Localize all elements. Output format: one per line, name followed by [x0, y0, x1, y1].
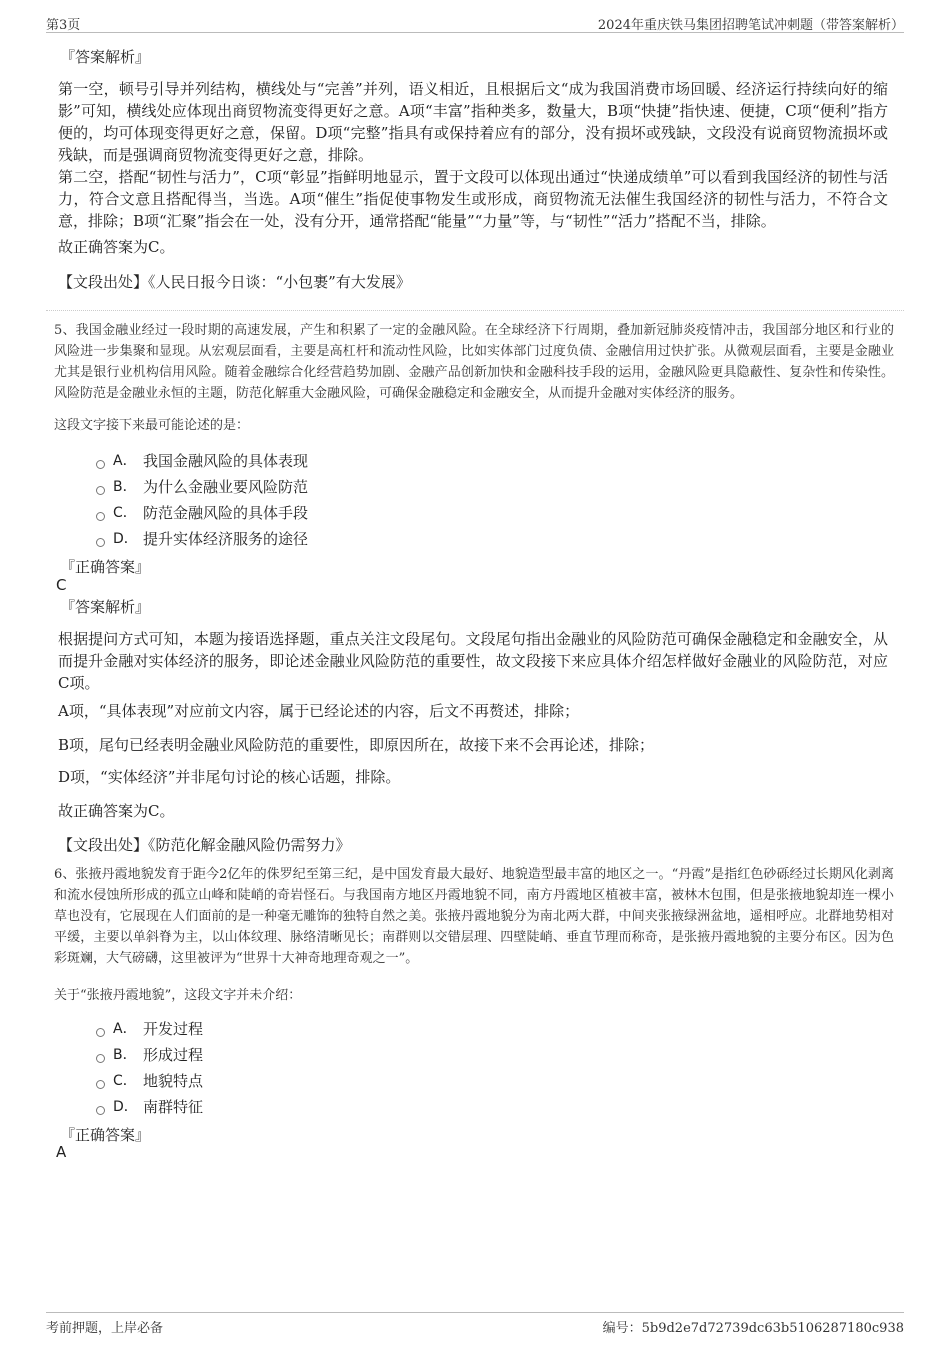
- option-letter: A．: [113, 1021, 137, 1037]
- radio-button-icon[interactable]: [96, 1106, 105, 1115]
- page-number: 第3页: [46, 18, 81, 33]
- q6-answer: A: [56, 1143, 67, 1161]
- radio-button-icon[interactable]: [96, 538, 105, 547]
- option-text: 我国金融风险的具体表现: [143, 451, 309, 470]
- option-text: 地貌特点: [143, 1071, 204, 1090]
- q5-analysis-para-2: A项，“具体表现”对应前文内容，属于已经论述的内容，后文不再赘述，排除；: [58, 702, 580, 720]
- option-letter: D．: [113, 531, 138, 547]
- section-divider: [46, 310, 904, 311]
- page-header: [46, 12, 904, 33]
- page-footer: [46, 1312, 904, 1335]
- q5-analysis-para-3: B项，尾句已经表明金融业风险防范的重要性，即原因所在，故接下来不会再论述，排除；: [58, 736, 655, 754]
- q5-answer: C: [56, 576, 67, 594]
- option-letter: B．: [113, 1047, 137, 1063]
- radio-button-icon[interactable]: [96, 1080, 105, 1089]
- q4-analysis-para-1: 第一空，顿号引导并列结构，横线处与“完善”并列，语义相近，且根据后文“成为我国消费市场回暖、经济运行持续向好的缩影”可知，横线处应体现出商贸物流变得更好之意。A项“丰富”指种类多，数量大，B项“快捷”指快速、便捷，C项“便利”指方便的，均可体现变得更好之意，保留。D项“完整”指具有或保持着应有的部分，没有损坏或残缺，文段没有说商贸物流损坏或残缺，而是强调商贸物流变得更好之意，排除。: [58, 80, 888, 164]
- q6-option-a[interactable]: [96, 1017, 203, 1039]
- document-title: 2024年重庆铁马集团招聘笔试冲刺题（带答案解析）: [597, 18, 904, 33]
- option-letter: C．: [113, 505, 137, 521]
- q5-analysis-label: 『答案解析』: [60, 598, 151, 616]
- option-letter: D．: [113, 1099, 138, 1115]
- option-letter: B．: [113, 479, 137, 495]
- footer-slogan: 考前押题，上岸必备: [46, 1321, 164, 1336]
- radio-button-icon[interactable]: [96, 486, 105, 495]
- q6-option-c[interactable]: [96, 1069, 203, 1091]
- q5-conclusion: 故正确答案为C。: [58, 802, 175, 820]
- q5-option-d[interactable]: [96, 527, 308, 549]
- option-text: 为什么金融业要风险防范: [143, 477, 309, 496]
- q5-answer-label: 『正确答案』: [60, 558, 151, 576]
- option-text: 提升实体经济服务的途径: [143, 529, 309, 548]
- q6-option-b[interactable]: [96, 1043, 203, 1065]
- q4-analysis-label: 『答案解析』: [60, 48, 151, 66]
- radio-button-icon[interactable]: [96, 1054, 105, 1063]
- option-letter: A．: [113, 453, 137, 469]
- option-text: 南群特征: [143, 1097, 204, 1116]
- q5-option-b[interactable]: [96, 475, 308, 497]
- q5-analysis-para-1: 根据提问方式可知，本题为接语选择题，重点关注文段尾句。文段尾句指出金融业的风险防范可确保金融稳定和金融安全，从而提升金融对实体经济的服务，即论述金融业风险防范的重要性，故文段接下来应具体介绍怎样做好金融业的风险防范，对应C项。: [58, 630, 888, 692]
- q6-question-text: 6、张掖丹霞地貌发育于距今2亿年的侏罗纪至第三纪，是中国发育最大最好、地貌造型最丰富的地区之一。“丹霞”是指红色砂砾经过长期风化剥离和流水侵蚀所形成的孤立山峰和陡峭的奇岩怪石。与我国南方地区丹霞地貌不同，南方丹霞地区植被丰富，被林木包围，但是张掖地貌却连一棵小草也没有，它展现在人们面前的是一种毫无雕饰的独特自然之美。张掖丹霞地貌分为南北两大群，中间夹张掖绿洲盆地，遥相呼应。北群地势相对平缓，主要以单斜脊为主，以山体纹理、脉络清晰见长；南群则以交错层理、四壁陡峭、垂直节理而称奇，是张掖丹霞地貌的主要分布区。因为色彩斑斓，大气磅礴，这里被评为“世界十大神奇地理奇观之一”。: [54, 867, 894, 966]
- q4-conclusion: 故正确答案为C。: [58, 238, 175, 256]
- q5-source: 【文段出处】《防范化解金融风险仍需努力》: [58, 836, 351, 854]
- option-letter: C．: [113, 1073, 137, 1089]
- radio-button-icon[interactable]: [96, 460, 105, 469]
- option-text: 防范金融风险的具体手段: [143, 503, 309, 522]
- q5-option-a[interactable]: [96, 449, 308, 471]
- q5-question-text: 5、我国金融业经过一段时期的高速发展，产生和积累了一定的金融风险。在全球经济下行周期，叠加新冠肺炎疫情冲击，我国部分地区和行业的风险进一步集聚和显现。从宏观层面看，主要是高杠杆和流动性风险，比如实体部门过度负债、金融信用过快扩张。从微观层面看，主要是金融业尤其是银行业机构信用风险。随着金融综合化经营趋势加剧、金融产品创新加快和金融科技手段的运用，金融风险更具隐蔽性、复杂性和传染性。风险防范是金融业永恒的主题，防范化解重大金融风险，可确保金融稳定和金融安全，从而提升金融对实体经济的服务。: [54, 323, 894, 401]
- q6-answer-label: 『正确答案』: [60, 1126, 151, 1144]
- document-id: 编号：5b9d2e7d72739dc63b5106287180c938: [602, 1321, 904, 1336]
- q4-analysis-para-2: 第二空，搭配“韧性与活力”，C项“彰显”指鲜明地显示，置于文段可以体现出通过“快递成绩单”可以看到我国经济的韧性与活力，符合文意且搭配得当，当选。A项“催生”指促使事物发生或形成，商贸物流无法催生我国经济的韧性与活力，不符合文意，排除；B项“汇聚”指会在一处，没有分开，通常搭配“能量”“力量”等，与“韧性”“活力”搭配不当，排除。: [58, 168, 888, 230]
- q5-option-c[interactable]: [96, 501, 308, 523]
- q5-prompt: 这段文字接下来最可能论述的是：: [54, 418, 250, 433]
- q6-prompt: 关于“张掖丹霞地貌”，这段文字并未介绍：: [54, 988, 302, 1003]
- option-text: 形成过程: [143, 1045, 204, 1064]
- option-text: 开发过程: [143, 1019, 204, 1038]
- radio-button-icon[interactable]: [96, 512, 105, 521]
- q5-analysis-para-4: D项，“实体经济”并非尾句讨论的核心话题，排除。: [58, 768, 401, 786]
- q6-option-d[interactable]: [96, 1095, 203, 1117]
- radio-button-icon[interactable]: [96, 1028, 105, 1037]
- q4-source: 【文段出处】《人民日报今日谈：“小包裹”有大发展》: [58, 273, 411, 291]
